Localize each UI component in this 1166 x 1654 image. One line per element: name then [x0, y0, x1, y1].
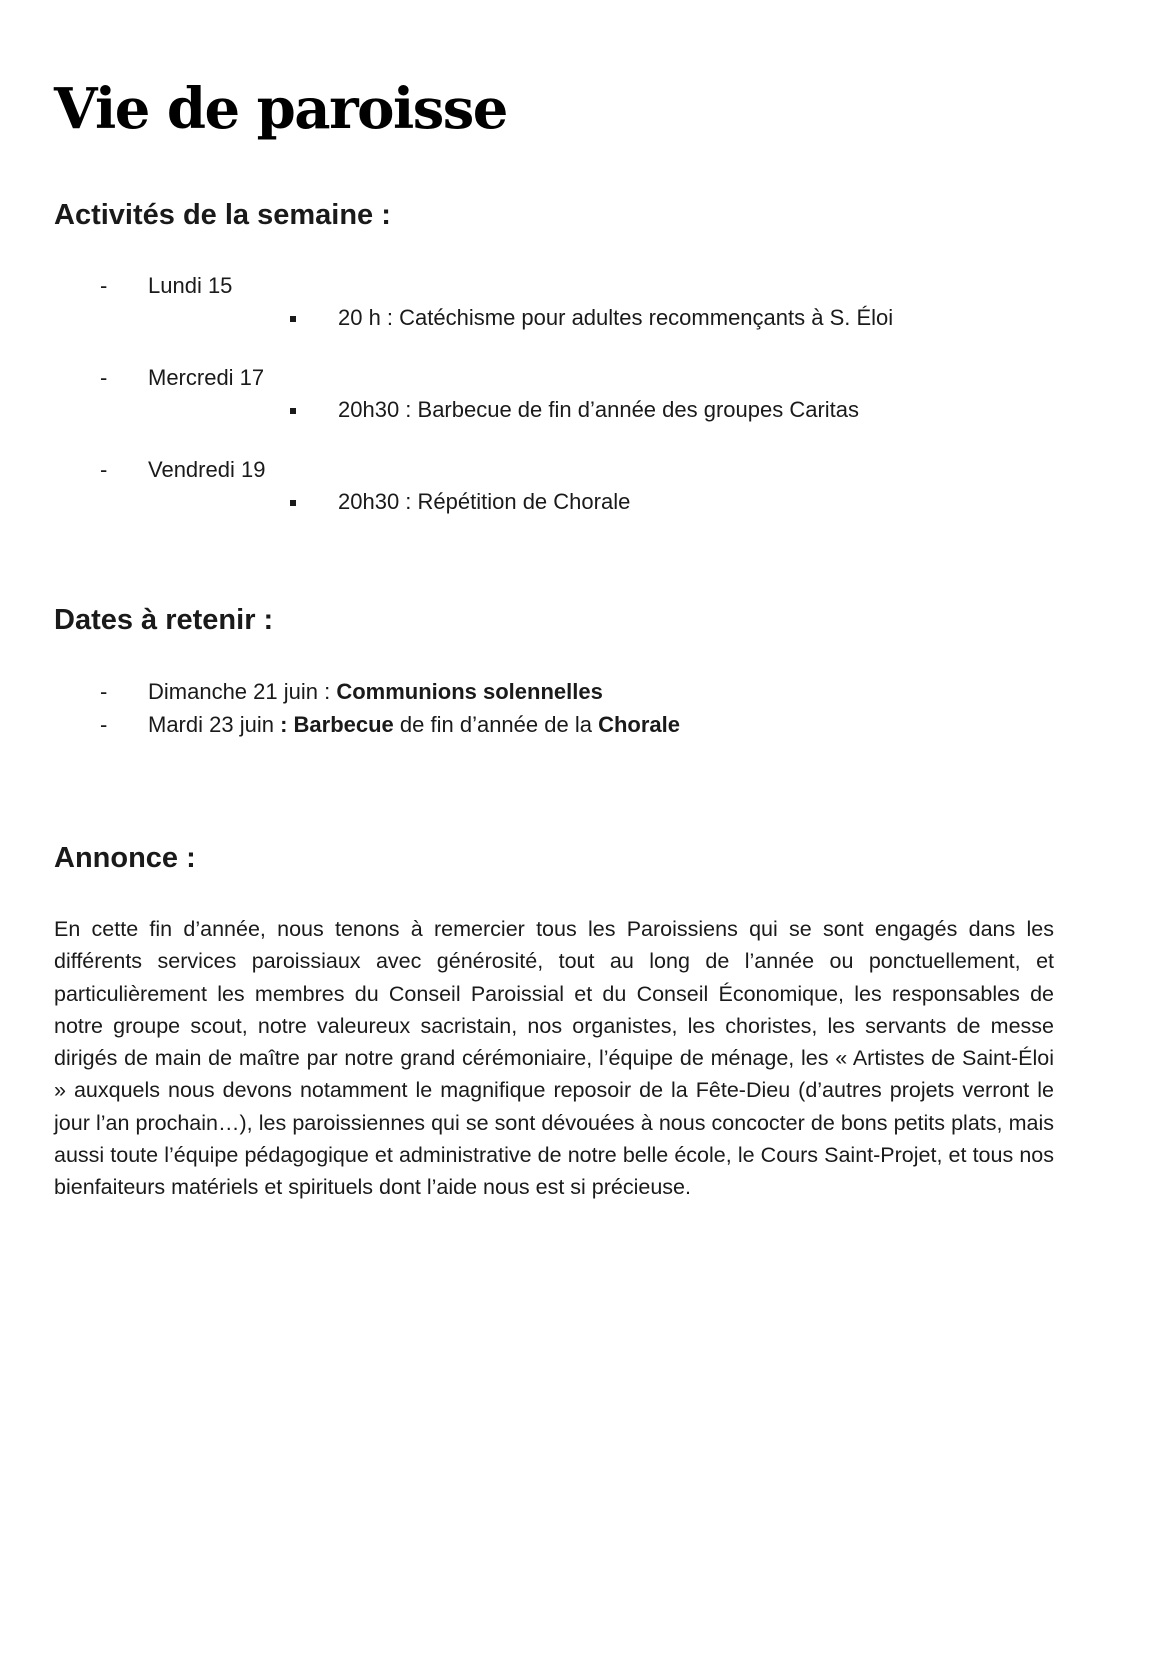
activity-day: Lundi 15	[148, 273, 233, 298]
annonce-body: En cette fin d’année, nous tenons à remercier tous les Paroissiens qui se sont engagés dans les différents services paroissiaux avec générosité, tout au long de l’année ou ponctuellement, et particulièrement les membres du Conseil Paroissial et du Conseil Économique, les responsables de notre groupe scout, notre valeureux sacristain, nos organistes, les choristes, les servants de messe dirigés de main de maître par notre grand cérémoniaire, l’équipe de ménage, les « Artistes de Saint-Éloi » auxquels nous devons notamment le magnifique reposoir de la Fête-Dieu (d’autres projets verront le jour l’an prochain…), les paroissiennes qui se sont dévouées à nous concocter de bons petits plats, mais aussi toute l’équipe pédagogique et administrative de notre belle école, le Cours Saint-Projet, et tous nos bienfaiteurs matériels et spirituels dont l’aide nous est si précieuse.	[54, 917, 1054, 1200]
dash-marker: -	[100, 712, 108, 737]
square-bullet-icon	[290, 408, 296, 414]
dash-marker: -	[100, 457, 108, 482]
activity-event: 20h30 : Barbecue de fin d’année des groupes Caritas	[338, 397, 860, 422]
activity-event: 20 h : Catéchisme pour adultes recommençants à S. Éloi	[338, 305, 894, 330]
activity-event: 20h30 : Répétition de Chorale	[338, 489, 631, 514]
date-middle-text: de fin d’année de la	[393, 712, 599, 737]
dash-marker: -	[100, 365, 108, 390]
date-event-bold: Communions solennelles	[336, 679, 603, 704]
date-text	[148, 709, 680, 741]
square-bullet-icon	[290, 316, 296, 322]
dates-heading: Dates à retenir :	[54, 604, 274, 636]
dash-marker: -	[100, 679, 108, 704]
date-event-bold: Chorale	[598, 712, 680, 737]
activity-day: Mercredi 17	[148, 365, 265, 390]
square-bullet-icon	[290, 500, 296, 506]
date-prefix: Dimanche 21 juin :	[148, 679, 337, 704]
activities-heading: Activités de la semaine :	[54, 199, 391, 231]
date-prefix: Mardi 23 juin	[148, 712, 281, 737]
annonce-heading: Annonce :	[54, 842, 196, 874]
activity-day: Vendredi 19	[148, 457, 266, 482]
dash-marker: -	[100, 273, 108, 298]
page-title: Vie de paroisse	[54, 76, 507, 142]
date-event-bold: : Barbecue	[280, 712, 394, 737]
date-text	[148, 676, 603, 708]
